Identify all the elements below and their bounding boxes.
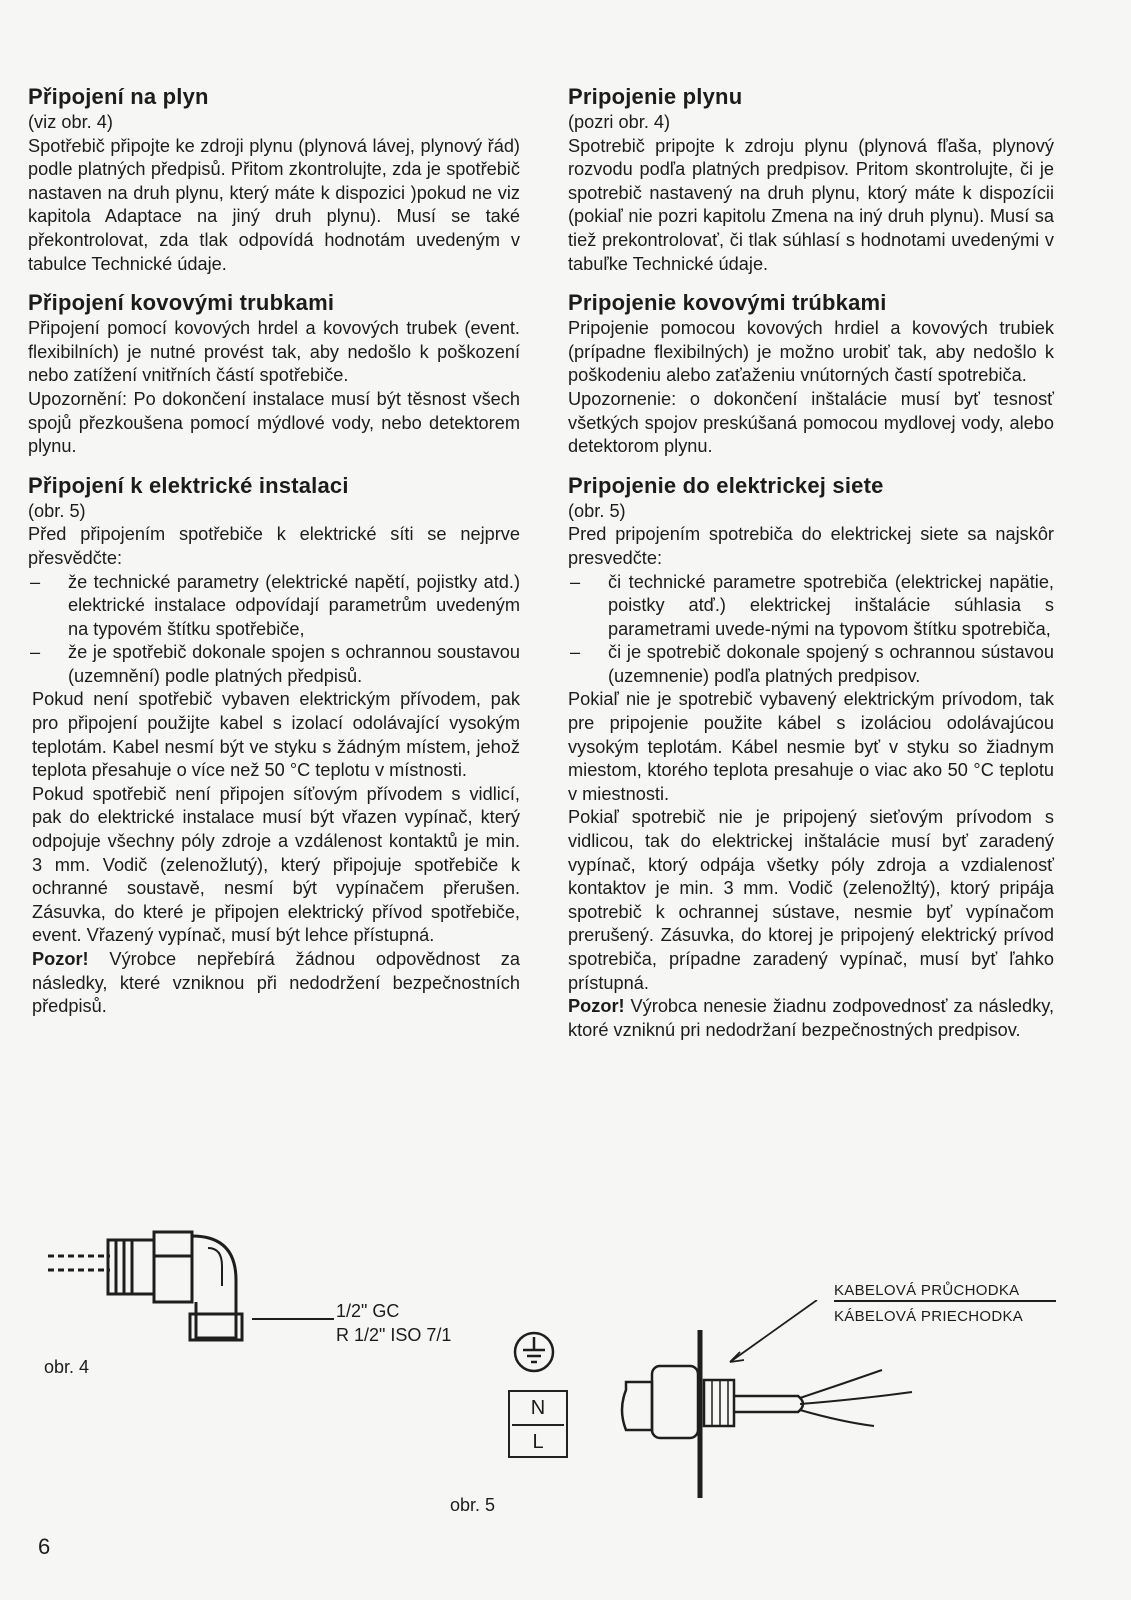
section-gas-connection: [568, 84, 1054, 276]
section-title: Pripojenie do elektrickej siete: [568, 472, 884, 498]
note-paragraph: Upozornenie: o dokončení inštalácie musí byť tesnosť všetkých spojov preskúšaná pomocou mydlovej vody, alebo detektorom plynu.: [568, 388, 1054, 457]
fitting-leader-line: [252, 1318, 334, 1320]
figure-reference: (obr. 5): [28, 500, 86, 521]
cable-gland-label-cz: KABELOVÁ PRŮCHODKA: [834, 1282, 1020, 1299]
column-slovak: [568, 84, 1054, 1056]
section-metal-pipes: [568, 290, 1054, 459]
terminal-block: [508, 1390, 568, 1458]
warning-label: Pozor!: [568, 996, 625, 1017]
note-paragraph: Upozornění: Po dokončení instalace musí být těsnost všech spojů přezkoušena pomocí mýdlové vody, nebo detektorem plynu.: [28, 388, 520, 457]
ground-symbol-icon: [512, 1330, 556, 1374]
figure-reference: (viz obr. 4): [28, 112, 113, 132]
column-czech: [28, 84, 520, 1033]
figure-reference: (obr. 5): [568, 500, 626, 521]
cable-gland-label-sk: KÁBELOVÁ PRIECHODKA: [834, 1308, 1024, 1325]
section-title: Připojení k elektrické instalaci: [28, 472, 349, 498]
warning-paragraph: [28, 948, 520, 1019]
section-title: Připojení kovovými trubkami: [28, 290, 335, 316]
paragraph: Pokiaľ spotrebič nie je pripojený sieťovým prívodom s vidlicou, tak do elektrickej inštalácie musí byť zaradený vypínač, ktorý odpája všetky póly zdroja a vzdialenosť kontaktov je min. 3 mm. Vodič (zelenožltý), ktorý pripája spotrebič k ochrannej sústave, nesmie byť vypínačom prerušený. Zásuvka, do ktorej je pripojený elektrický prívod spotrebiča, prípadne zaradený vypínač, musí byť ľahko prístupná.: [568, 807, 1054, 993]
page-number: 6: [38, 1534, 51, 1559]
section-title: Pripojenie kovovými trúbkami: [568, 290, 887, 316]
figure-5-label: obr. 5: [450, 1495, 496, 1515]
gas-fitting-drawing: [40, 1226, 250, 1346]
list-item: – či technické parametre spotrebiča (elektrickej napätie, poistky atď.) elektrickej inštalácie súhlasia s parametrami uvede-nými na typovom štítku spotrebiča,: [568, 571, 1054, 642]
warning-text: Výrobca nenesie žiadnu zodpovednosť za následky, ktoré vzniknú pri nedodržaní bezpečnostných predpisov.: [568, 996, 1054, 1040]
gland-label-underline: [834, 1300, 1056, 1302]
terminal-live: L: [532, 1431, 544, 1453]
fitting-standard-label: R 1/2" ISO 7/1: [336, 1325, 452, 1345]
section-title: Pripojenie plynu: [568, 84, 743, 109]
paragraph: Pripojenie pomocou kovových hrdiel a kovových trubiek (prípadne flexibilných) je možno urobiť tak, aby nedošlo k poškodeniu alebo zaťaženiu vnútorných častí spotrebiča.: [568, 318, 1054, 386]
warning-label: Pozor!: [32, 949, 89, 969]
paragraph: Spotřebič připojte ke zdroji plynu (plynová lávej, plynový řád) podle platných předpisů. Přitom zkontrolujte, zda je spotřebič nastaven na druh plynu, který máte k dispozici )pokud ne viz kapitola Adaptace na jiný druh plynu). Musí se také překontrolovat, zda tlak odpovídá hodnotám uvedeným v tabulce Technické údaje.: [28, 135, 520, 274]
checklist: [568, 571, 1054, 689]
list-item: – že je spotřebič dokonale spojen s ochrannou soustavou (uzemnění) podle platných předpisů.: [28, 641, 520, 688]
section-electrical: [568, 473, 1054, 1043]
section-electrical: [28, 473, 520, 1019]
warning-paragraph: [568, 995, 1054, 1042]
cable-gland-drawing: [612, 1300, 972, 1500]
list-item: – či je spotrebič dokonale spojený s ochrannou sústavou (uzemnenie) podľa platných predpisov.: [568, 641, 1054, 688]
paragraph: Spotrebič pripojte k zdroju plynu (plynová fľaša, plynový rozvodu podľa platných predpisov. Pritom skontrolujte, či je spotrebič nastavený na druh plynu, ktorý máte k dispozícii (pokiaľ nie pozri kapitolu Zmena na iný druh plynu). Musí sa tiež prekontrolovať, či tlak súhlasí s hodnotami uvedenými v tabuľke Technické údaje.: [568, 135, 1054, 274]
list-item: – že technické parametry (elektrické napětí, pojistky atd.) elektrické instalace odpovídají parametrům uvedeným na typovém štítku spotřebiče,: [28, 571, 520, 642]
figure-reference: (pozri obr. 4): [568, 112, 671, 132]
paragraph: Pokud spotřebič není připojen síťovým přívodem s vidlicí, pak do elektrické instalace musí být vřazen vypínač, který odpojuje všechny póly zdroje a vzdálenost kontaktů je min. 3 mm. Vodič (zelenožlutý), který připojuje spotřebiče k ochranné soustavě, nesmí být vypínačem přerušen. Zásuvka, do které je připojen elektrický přívod spotřebiče, event. Vřazený vypínač, musí být lehce přístupná.: [32, 783, 520, 946]
warning-text: Výrobce nepřebírá žádnou odpovědnost za následky, které vzniknou při nedodržení bezpečnostních předpisů.: [32, 949, 520, 1017]
paragraph: Připojení pomocí kovových hrdel a kovových trubek (event. flexibilních) je nutné provést tak, aby nedošlo k poškození nebo zatížení vnitřních částí spotřebiče.: [28, 318, 520, 386]
section-gas-connection: [28, 84, 520, 276]
figure-4-label: obr. 4: [44, 1357, 90, 1377]
paragraph: Před připojením spotřebiče k elektrické síti se nejprve přesvědčte:: [28, 524, 520, 568]
paragraph: Pokud není spotřebič vybaven elektrickým přívodem, pak pro připojení použijte kabel s izolací odolávající vysokým teplotám. Kabel nesmí být ve styku s žádným místem, jehož teplota přesahuje o více než 50 °C teplotu v místnosti.: [32, 689, 520, 781]
paragraph: Pokiaľ nie je spotrebič vybavený elektrickým prívodom, tak pre pripojenie použite kábel s izoláciou odolávajúcou vysokým teplotám. Kábel nesmie byť v styku so žiadnym miestom, ktorého teplota presahuje o viac ako 50 °C teplotu v miestnosti.: [568, 689, 1054, 804]
paragraph: Pred pripojením spotrebiča do elektrickej siete sa najskôr presvedčte:: [568, 524, 1054, 568]
section-title: Připojení na plyn: [28, 84, 209, 109]
section-metal-pipes: [28, 290, 520, 459]
checklist: [28, 571, 520, 689]
fitting-thread-label: 1/2" GC: [336, 1301, 400, 1321]
terminal-neutral: N: [530, 1397, 546, 1419]
